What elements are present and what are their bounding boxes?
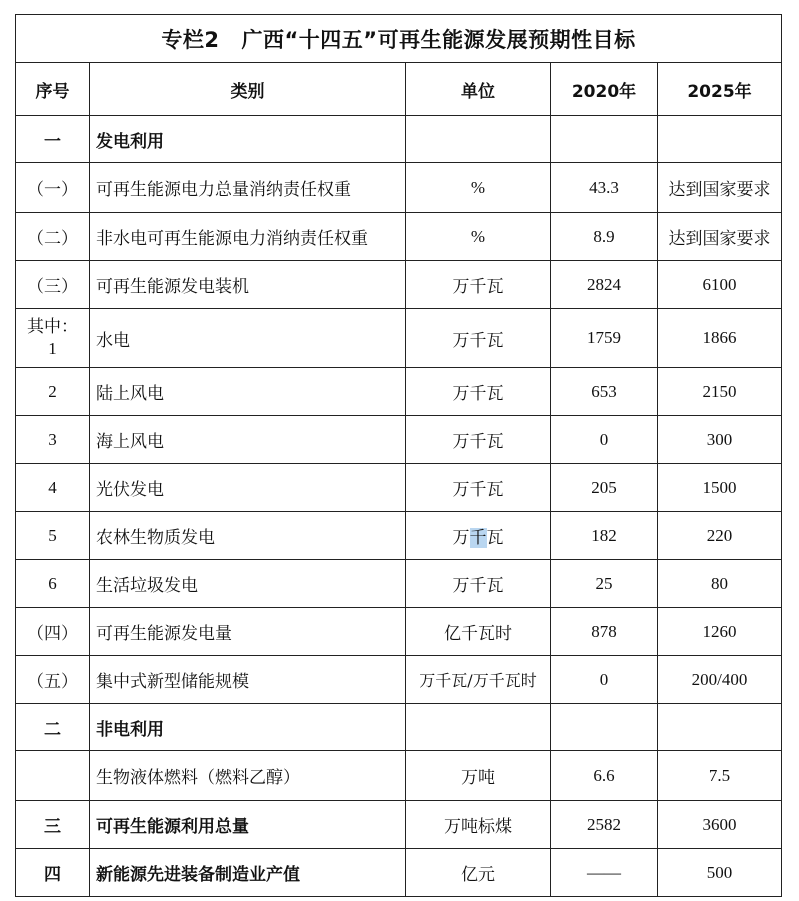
header-2025: 2025年: [658, 63, 782, 116]
unit-cell: 万吨标煤: [406, 801, 551, 849]
table-row: [16, 560, 782, 608]
seq-cell: （一）: [16, 163, 90, 213]
value-2025-cell: 1260: [658, 608, 782, 656]
unit-cell: 亿千瓦时: [406, 608, 551, 656]
value-2020-cell: 205: [551, 464, 658, 512]
value-2025-cell: 3600: [658, 801, 782, 849]
category-cell: 新能源先进装备制造业产值: [90, 849, 406, 897]
header-category: 类别: [90, 63, 406, 116]
value-2020-cell: 182: [551, 512, 658, 560]
table-row: [16, 309, 782, 368]
category-cell: 陆上风电: [90, 368, 406, 416]
value-2020-cell: 2824: [551, 261, 658, 309]
title-main: 广西“十四五”可再生能源发展预期性目标: [241, 27, 636, 52]
category-cell: 集中式新型储能规模: [90, 656, 406, 704]
table-row: [16, 368, 782, 416]
unit-char: 瓦: [486, 528, 504, 548]
unit-cell: %: [406, 213, 551, 261]
table-row: [16, 801, 782, 849]
value-2020-cell: 653: [551, 368, 658, 416]
seq-cell: [16, 309, 90, 368]
value-2025-cell: [658, 704, 782, 751]
seq-cell: 4: [16, 464, 90, 512]
unit-cell: %: [406, 163, 551, 213]
value-2025-cell: 300: [658, 416, 782, 464]
value-2020-cell: 0: [551, 416, 658, 464]
table-row: [16, 163, 782, 213]
category-cell: 光伏发电: [90, 464, 406, 512]
table-row: [16, 751, 782, 801]
value-2020-cell: 0: [551, 656, 658, 704]
value-2020-cell: 8.9: [551, 213, 658, 261]
category-cell: 发电利用: [90, 116, 406, 163]
seq-line-1: 其中：: [27, 317, 78, 337]
value-2020-cell: ——: [551, 849, 658, 897]
category-cell: 非水电可再生能源电力消纳责任权重: [90, 213, 406, 261]
category-cell: 非电利用: [90, 704, 406, 751]
unit-cell: [406, 116, 551, 163]
table-row: [16, 213, 782, 261]
unit-cell: [406, 704, 551, 751]
value-2020-cell: [551, 704, 658, 751]
table-title: [16, 15, 782, 63]
table-row: [16, 704, 782, 751]
table-row: [16, 116, 782, 163]
value-2025-cell: 达到国家要求: [658, 163, 782, 213]
seq-cell: 5: [16, 512, 90, 560]
unit-char: 万: [452, 528, 470, 548]
table-row: [16, 261, 782, 309]
value-2020-cell: 6.6: [551, 751, 658, 801]
seq-cell: 三: [16, 801, 90, 849]
unit-cell: 亿元: [406, 849, 551, 897]
seq-line-2: 1: [48, 339, 57, 358]
value-2020-cell: 878: [551, 608, 658, 656]
category-cell: 生物液体燃料（燃料乙醇）: [90, 751, 406, 801]
category-cell: 可再生能源发电装机: [90, 261, 406, 309]
header-row: [16, 63, 782, 116]
value-2025-cell: 7.5: [658, 751, 782, 801]
unit-cell: 万千瓦: [406, 416, 551, 464]
seq-cell: 二: [16, 704, 90, 751]
value-2025-cell: 200/400: [658, 656, 782, 704]
seq-cell: （三）: [16, 261, 90, 309]
seq-cell: （二）: [16, 213, 90, 261]
unit-cell: [406, 512, 551, 560]
category-cell: 生活垃圾发电: [90, 560, 406, 608]
document-page: [15, 14, 781, 897]
category-cell: 可再生能源电力总量消纳责任权重: [90, 163, 406, 213]
value-2020-cell: 2582: [551, 801, 658, 849]
unit-cell: 万千瓦: [406, 464, 551, 512]
value-2020-cell: [551, 116, 658, 163]
seq-cell: 四: [16, 849, 90, 897]
header-2020: 2020年: [551, 63, 658, 116]
table-row: [16, 849, 782, 897]
value-2025-cell: 2150: [658, 368, 782, 416]
seq-cell: 一: [16, 116, 90, 163]
unit-cell: 万千瓦: [406, 309, 551, 368]
category-cell: 水电: [90, 309, 406, 368]
value-2020-cell: 25: [551, 560, 658, 608]
value-2025-cell: 500: [658, 849, 782, 897]
table-row: [16, 608, 782, 656]
table-row: [16, 416, 782, 464]
value-2025-cell: 220: [658, 512, 782, 560]
category-cell: 可再生能源发电量: [90, 608, 406, 656]
seq-cell: 3: [16, 416, 90, 464]
table-row: [16, 464, 782, 512]
category-cell: 农林生物质发电: [90, 512, 406, 560]
selected-unit-char[interactable]: 千: [469, 528, 487, 548]
seq-cell: [16, 751, 90, 801]
value-2025-cell: 80: [658, 560, 782, 608]
seq-cell: （四）: [16, 608, 90, 656]
title-prefix: 专栏2: [161, 27, 220, 52]
unit-cell: 万千瓦/万千瓦时: [406, 656, 551, 704]
unit-cell: 万千瓦: [406, 368, 551, 416]
unit-cell: 万千瓦: [406, 261, 551, 309]
seq-cell: （五）: [16, 656, 90, 704]
header-seq: 序号: [16, 63, 90, 116]
category-cell: 可再生能源利用总量: [90, 801, 406, 849]
value-2025-cell: 1500: [658, 464, 782, 512]
table-row: [16, 656, 782, 704]
targets-table: [15, 14, 782, 897]
header-unit: 单位: [406, 63, 551, 116]
value-2025-cell: 达到国家要求: [658, 213, 782, 261]
value-2025-cell: 1866: [658, 309, 782, 368]
unit-cell: 万千瓦: [406, 560, 551, 608]
table-row: [16, 512, 782, 560]
category-cell: 海上风电: [90, 416, 406, 464]
value-2025-cell: 6100: [658, 261, 782, 309]
seq-cell: 2: [16, 368, 90, 416]
value-2025-cell: [658, 116, 782, 163]
unit-cell: 万吨: [406, 751, 551, 801]
seq-cell: 6: [16, 560, 90, 608]
value-2020-cell: 43.3: [551, 163, 658, 213]
value-2020-cell: 1759: [551, 309, 658, 368]
